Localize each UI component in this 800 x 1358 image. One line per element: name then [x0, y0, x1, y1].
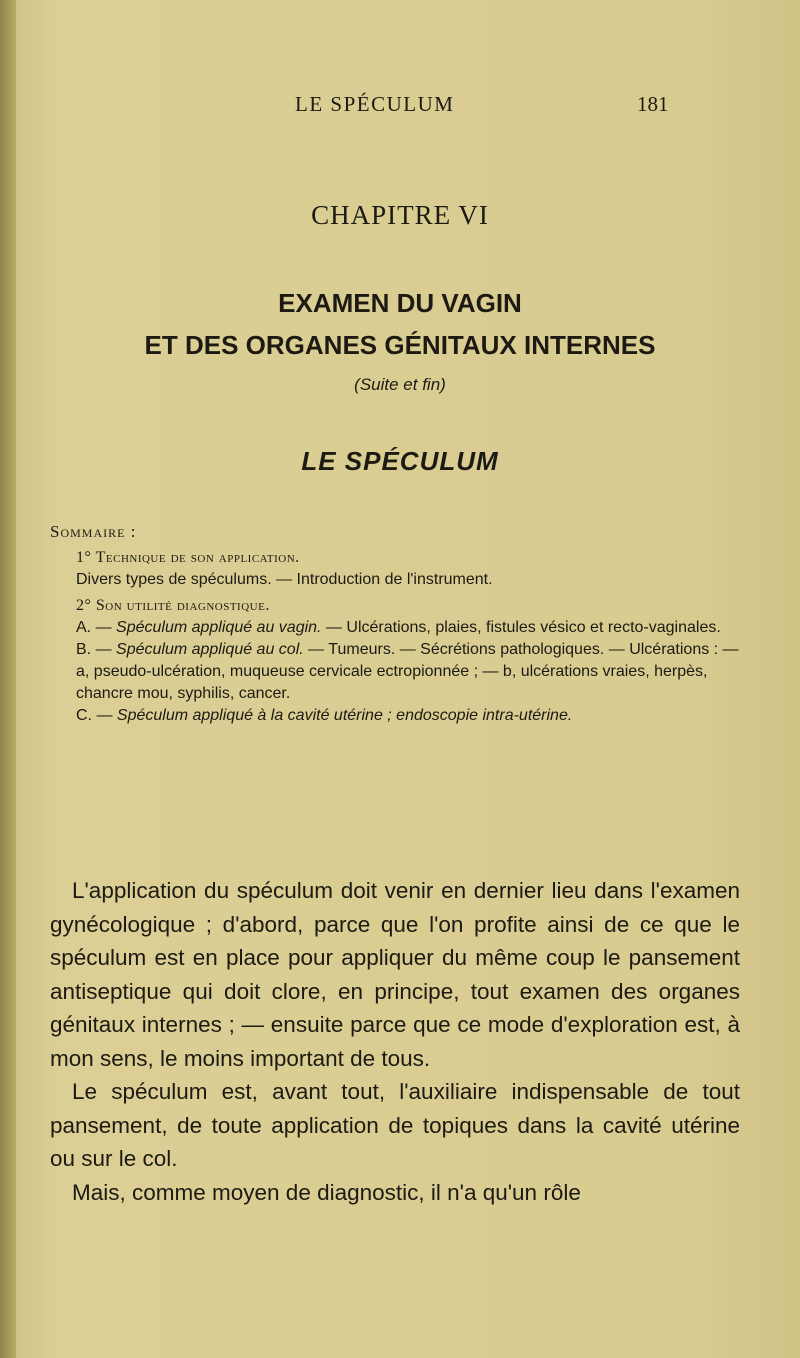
- page-number: 181: [637, 92, 669, 116]
- summary-item-2-heading: 2° Son utilité diagnostique.: [76, 597, 270, 614]
- section-title: LE SPÉCULUM: [301, 446, 499, 476]
- paragraph-2: Le spéculum est, avant tout, l'auxiliaire indispensable de tout pansement, de toute application de topiques dans la cavité utérine ou sur le col.: [50, 1079, 740, 1171]
- paragraph-3: Mais, comme moyen de diagnostic, il n'a qu'un rôle: [72, 1179, 581, 1205]
- summary-label: Sommaire :: [50, 522, 137, 541]
- summary-item-a: [50, 617, 740, 639]
- summary-item-b-prefix: B. —: [76, 641, 117, 658]
- summary-block: [50, 521, 740, 727]
- chapter-title-line-2: ET DES ORGANES GÉNITAUX INTERNES: [144, 330, 656, 360]
- summary-item-1-text: Divers types de spéculums. — Introduction de l'instrument.: [76, 571, 493, 588]
- summary-item-a-title: Spéculum appliqué au vagin.: [116, 619, 322, 636]
- paragraph-1: L'application du spéculum doit venir en dernier lieu dans l'examen gynécologique ; d'abord, parce que l'on profite ainsi de ce que le spéculum est en place pour appliquer du même coup le pansement antiseptique qui doit clore, en principe, tout examen des organes génitaux internes ; — ensuite parce que ce mode d'exploration est, à mon sens, le moins important de tous.: [50, 878, 740, 1071]
- summary-item-c-prefix: C. —: [76, 707, 117, 724]
- summary-item-b-text: — Tumeurs. — Sécrétions pathologiques. — Ulcérations : — a, pseudo-ulcération, muqueuse cervicale ectropionnée ; — b, ulcérations vraies, herpès, chancre mou, syphilis, cancer.: [76, 641, 739, 702]
- running-title: LE SPÉCULUM: [295, 92, 455, 116]
- chapter-subtitle: (Suite et fin): [354, 375, 446, 394]
- summary-item-b: [50, 639, 740, 705]
- summary-item-a-prefix: A. —: [76, 619, 117, 636]
- running-header: [0, 92, 800, 122]
- summary-item-a-text: — Ulcérations, plaies, fistules vésico et recto-vaginales.: [321, 619, 721, 636]
- summary-item-c: [50, 705, 740, 727]
- chapter-title-line-1: EXAMEN DU VAGIN: [278, 288, 522, 318]
- summary-item-1-heading: 1° Technique de son application.: [76, 549, 300, 566]
- chapter-heading: CHAPITRE VI: [311, 200, 489, 230]
- body-text: [50, 874, 740, 1209]
- summary-item-b-title: Spéculum appliqué au col.: [116, 641, 304, 658]
- summary-item-c-title: Spéculum appliqué à la cavité utérine ; endoscopie intra-utérine.: [116, 707, 573, 724]
